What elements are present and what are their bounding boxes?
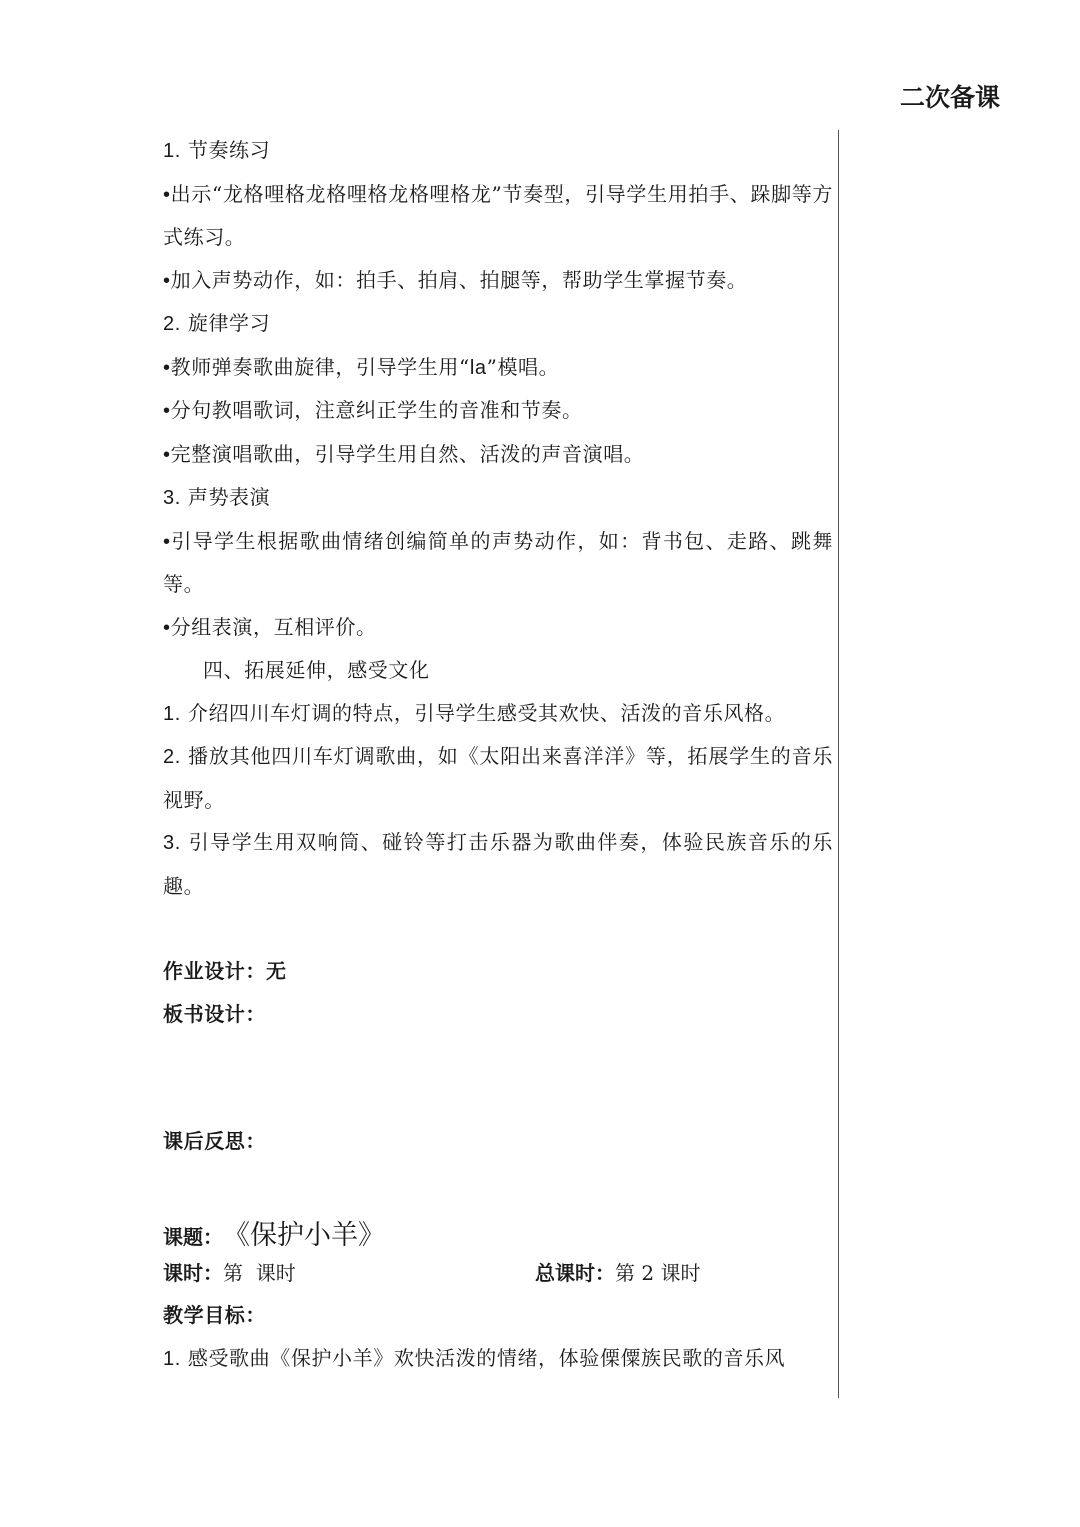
extend-item-1: 1. 介绍四川车灯调的特点，引导学生感受其欢快、活泼的音乐风格。 (163, 700, 786, 725)
total-hours: 总课时：第 2 课时 (535, 1260, 701, 1285)
extend-item-3: 3. 引导学生用双响筒、碰铃等打击乐器为歌曲伴奏，体验民族音乐的乐趣。 (163, 830, 834, 898)
perform-bullet-1: •引导学生根据歌曲情绪创编简单的声势动作，如：背书包、走路、跳舞等。 (163, 528, 833, 596)
perform-heading: 3. 声势表演 (163, 485, 271, 509)
extend-heading: 四、拓展延伸，感受文化 (203, 658, 430, 682)
melody-heading: 2. 旋律学习 (163, 311, 271, 335)
lesson-plan-body (163, 129, 833, 1380)
lesson-hours-row (163, 1252, 833, 1295)
teaching-goals-label: 教学目标： (163, 1303, 266, 1327)
perform-bullet-2: •分组表演，互相评价。 (163, 614, 377, 639)
melody-bullet-3: •完整演唱歌曲，引导学生用自然、活泼的声音演唱。 (163, 441, 645, 466)
teaching-goal-1: 1. 感受歌曲《保护小羊》欢快活泼的情绪，体验傈僳族民歌的音乐风 (163, 1345, 786, 1370)
rhythm-heading: 1. 节奏练习 (163, 138, 271, 162)
secondary-prep-label: 二次备课 (899, 83, 1000, 112)
rhythm-bullet-2: •加入声势动作，如：拍手、拍肩、拍腿等，帮助学生掌握节奏。 (163, 267, 748, 292)
extend-item-2: 2. 播放其他四川车灯调歌曲，如《太阳出来喜洋洋》等，拓展学生的音乐视野。 (163, 744, 833, 812)
melody-bullet-2: •分句教唱歌词，注意纠正学生的音准和节奏。 (163, 398, 583, 422)
reflection-label: 课后反思： (163, 1129, 266, 1153)
column-divider (838, 130, 839, 1398)
melody-bullet-1: •教师弹奏歌曲旋律，引导学生用“la”模唱。 (163, 354, 560, 379)
lesson-hours: 课时：第 课时 (163, 1260, 296, 1285)
board-design-label: 板书设计： (163, 1001, 266, 1026)
rhythm-bullet-1: •出示“龙格哩格龙格哩格龙格哩格龙”节奏型，引导学生用拍手、跺脚等方式练习。 (163, 181, 833, 249)
homework-line: 作业设计：无 (163, 959, 287, 983)
lesson-title: 课题： 《保护小羊》 (163, 1219, 385, 1251)
